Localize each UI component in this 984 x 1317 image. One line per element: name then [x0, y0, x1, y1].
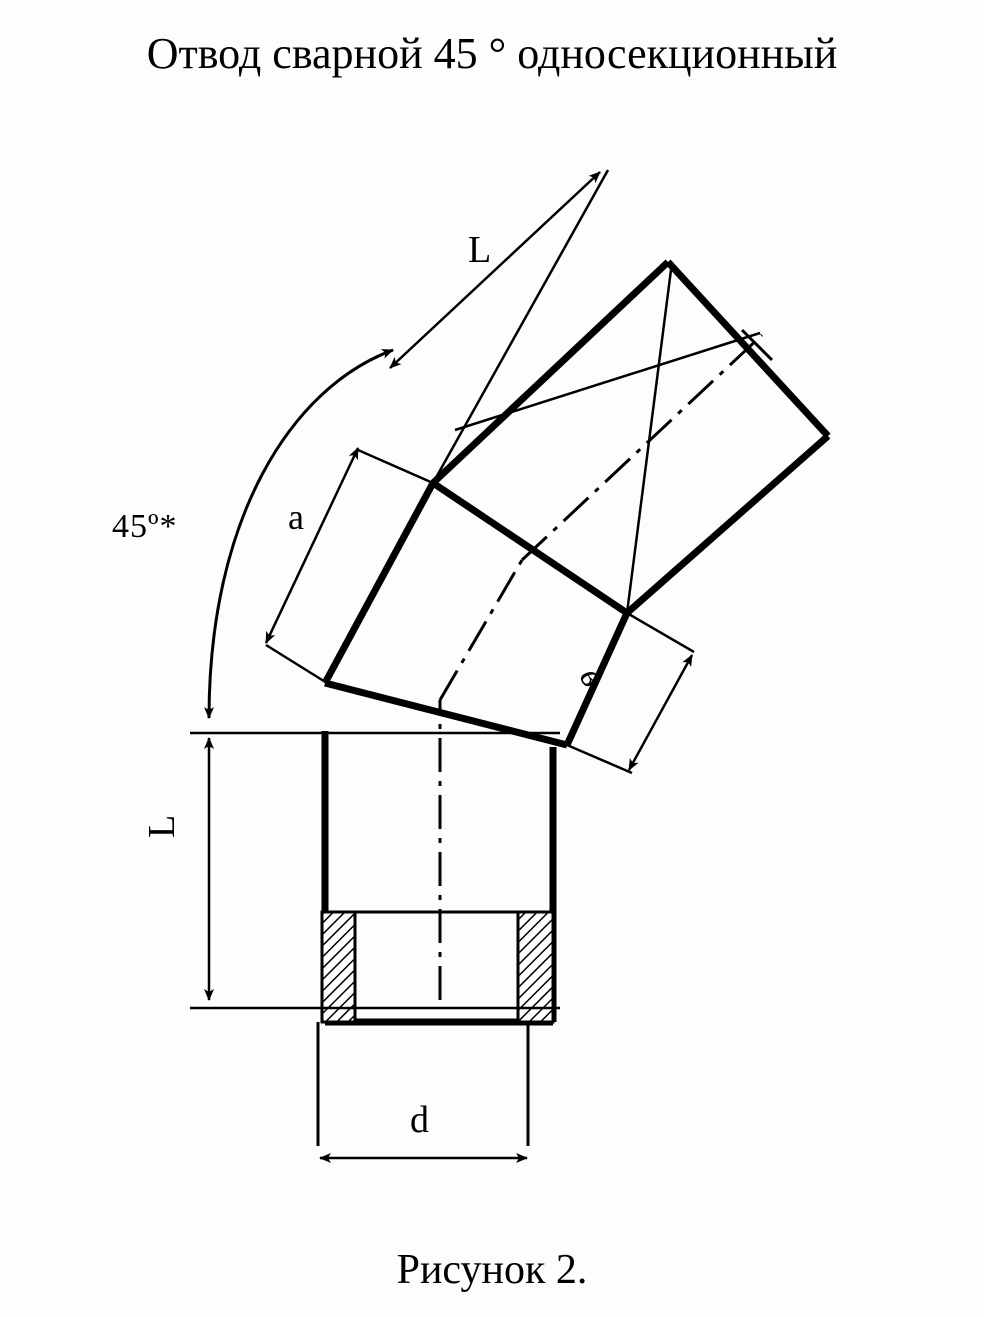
label-segment-b: в	[571, 660, 615, 694]
label-diameter: d	[410, 1099, 429, 1141]
elbow-body-outline	[325, 262, 828, 1022]
dimension-a	[266, 448, 433, 683]
figure-caption: Рисунок 2.	[396, 1247, 588, 1293]
dimension-b	[567, 613, 694, 773]
label-length-top: L	[468, 229, 492, 271]
label-angle-45: 45º*	[112, 508, 178, 545]
dimension-L-left	[190, 733, 560, 1008]
label-length-left: L	[141, 814, 183, 838]
wall-hatching	[322, 912, 553, 1022]
label-segment-a: a	[288, 497, 304, 537]
page-title: Отвод сварной 45 ° односекционный	[146, 29, 838, 78]
